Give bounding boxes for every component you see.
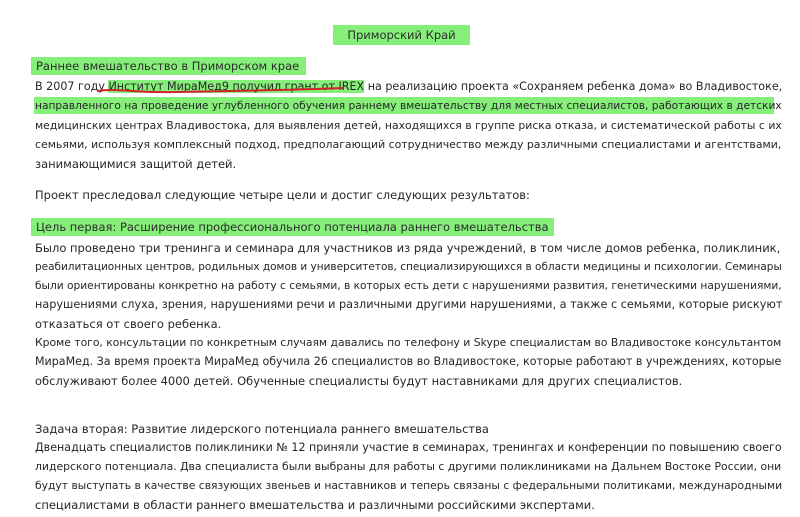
p1-text-a: В 2007 году <box>35 80 109 93</box>
goal-one-line: были ориентированы конкретно на работу с семьями, в которых есть дети с нарушениями развития, генетическими нарушениями, <box>35 279 782 292</box>
goal-one-line: нарушениями слуха, зрения, нарушениями речи и различными другими нарушениями, а также с семьями, которые рискуют <box>35 298 783 311</box>
paragraph-2: Проект преследовал следующие четыре цели и достиг следующих результатов: <box>35 188 530 202</box>
p1-text-c: на реализацию проекта «Сохраняем ребенка дома» во Владивостоке, <box>364 80 783 93</box>
section-heading-goal-two: Задача вторая: Развитие лидерского потенциала раннего вмешательства <box>35 422 489 436</box>
red-underline-annotation <box>96 86 346 96</box>
goal-one-line: МираМед. За время проекта МираМед обучила 26 специалистов во Владивостоке, которые работают в учреждениях, которые <box>35 355 782 368</box>
goal-one-line: реабилитационных центров, родильных домов и университетов, специализирующихся в области медицины и психологии. Семинары <box>35 261 782 273</box>
region-title: Приморский Край <box>333 25 470 45</box>
goal-one-line: обслуживают более 4000 детей. Обученные специалисты будут наставниками для других специалистов. <box>35 374 683 388</box>
goal-two-line: специалистами в области раннего вмешательства и различными российскими экспертами. <box>35 498 595 512</box>
section-heading-goal-one: Цель первая: Расширение профессионального потенциала раннего вмешательства <box>31 218 554 236</box>
section-heading-early-intervention: Раннее вмешательство в Приморском крае <box>31 57 306 75</box>
paragraph-1-line-2: направленного на проведение углубленного обучения раннему вмешательству для местных специалистов, работающих в детских <box>35 99 782 112</box>
goal-one-line: Кроме того, консультации по конкретным случаям давались по телефону и Skype специалистам во Владивостоке консультантом <box>35 336 782 349</box>
goal-one-line: Было проведено три тренинга и семинара для участников из ряда учреждений, в том числе домов ребенка, поликлиник, <box>35 241 781 255</box>
goal-two-line: будут выступать в качестве связующих звеньев и наставников и теперь связаны с федеральными политиками, международными <box>35 479 783 492</box>
paragraph-1-line-4: семьями, используя комплексный подход, предполагающий сотрудничество между различными специалистами и агентствами, <box>35 138 782 151</box>
grant-highlight: Институт МираМед9 получил грант от IREX <box>108 80 365 93</box>
paragraph-1-line-3: медицинских центрах Владивостока, для выявления детей, находящихся в группе риска отказа, и систематической работы с их <box>35 119 782 132</box>
goal-two-line: лидерского потенциала. Два специалиста были выбраны для работы с другими поликлиниками на Дальнем Востоке России, они <box>35 460 782 473</box>
goal-two-line: Двенадцать специалистов поликлиники № 12 приняли участие в семинарах, тренингах и конференции по повышению своего <box>35 441 782 454</box>
paragraph-1-line-5: занимающимися защитой детей. <box>35 157 237 171</box>
goal-one-line: отказаться от своего ребенка. <box>35 317 222 331</box>
